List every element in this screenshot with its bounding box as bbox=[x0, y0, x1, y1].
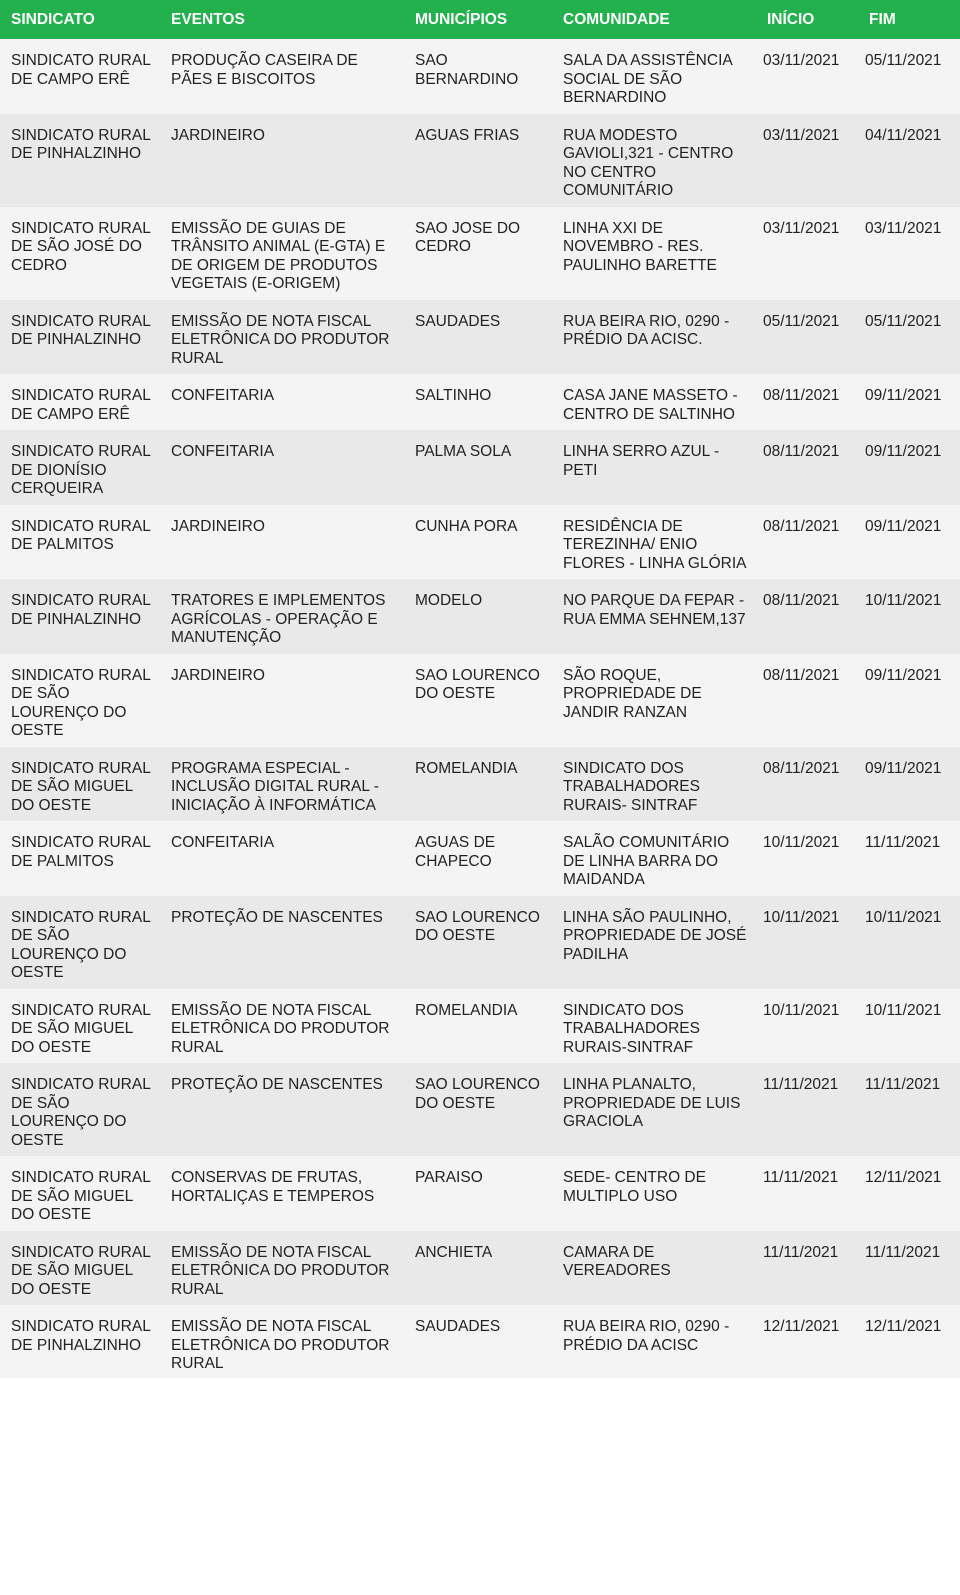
cell-municipio: SAO BERNARDINO bbox=[404, 39, 552, 114]
cell-evento: JARDINEIRO bbox=[160, 505, 404, 580]
cell-municipio: SAUDADES bbox=[404, 300, 552, 375]
cell-sindicato: SINDICATO RURAL DE SÃO JOSÉ DO CEDRO bbox=[0, 207, 160, 300]
cell-municipio: ROMELANDIA bbox=[404, 989, 552, 1064]
cell-evento: EMISSÃO DE NOTA FISCAL ELETRÔNICA DO PRODUTOR RURAL bbox=[160, 300, 404, 375]
cell-evento: PROTEÇÃO DE NASCENTES bbox=[160, 1063, 404, 1156]
cell-inicio: 11/11/2021 bbox=[756, 1231, 858, 1306]
cell-fim: 12/11/2021 bbox=[858, 1305, 960, 1378]
cell-evento: EMISSÃO DE GUIAS DE TRÂNSITO ANIMAL (E-GTA) E DE ORIGEM DE PRODUTOS VEGETAIS (E-ORIGEM) bbox=[160, 207, 404, 300]
cell-comunidade: CASA JANE MASSETO - CENTRO DE SALTINHO bbox=[552, 374, 756, 430]
header-inicio: INÍCIO bbox=[756, 0, 858, 39]
cell-comunidade: SEDE- CENTRO DE MULTIPLO USO bbox=[552, 1156, 756, 1231]
cell-evento: PROGRAMA ESPECIAL - INCLUSÃO DIGITAL RURAL - INICIAÇÃO À INFORMÁTICA bbox=[160, 747, 404, 822]
cell-sindicato: SINDICATO RURAL DE SÃO MIGUEL DO OESTE bbox=[0, 989, 160, 1064]
header-comunidade: COMUNIDADE bbox=[552, 0, 756, 39]
cell-comunidade: LINHA SERRO AZUL - PETI bbox=[552, 430, 756, 505]
cell-municipio: PARAISO bbox=[404, 1156, 552, 1231]
cell-municipio: SAUDADES bbox=[404, 1305, 552, 1378]
cell-comunidade: LINHA XXI DE NOVEMBRO - RES. PAULINHO BARETTE bbox=[552, 207, 756, 300]
cell-comunidade: SÃO ROQUE, PROPRIEDADE DE JANDIR RANZAN bbox=[552, 654, 756, 747]
cell-inicio: 12/11/2021 bbox=[756, 1305, 858, 1378]
cell-sindicato: SINDICATO RURAL DE PINHALZINHO bbox=[0, 300, 160, 375]
cell-evento: EMISSÃO DE NOTA FISCAL ELETRÔNICA DO PRODUTOR RURAL bbox=[160, 1231, 404, 1306]
cell-fim: 09/11/2021 bbox=[858, 747, 960, 822]
cell-sindicato: SINDICATO RURAL DE PALMITOS bbox=[0, 821, 160, 896]
cell-inicio: 03/11/2021 bbox=[756, 39, 858, 114]
cell-inicio: 10/11/2021 bbox=[756, 896, 858, 989]
cell-sindicato: SINDICATO RURAL DE PALMITOS bbox=[0, 505, 160, 580]
cell-municipio: SAO LOURENCO DO OESTE bbox=[404, 1063, 552, 1156]
cell-evento: PROTEÇÃO DE NASCENTES bbox=[160, 896, 404, 989]
cell-fim: 10/11/2021 bbox=[858, 896, 960, 989]
cell-comunidade: CAMARA DE VEREADORES bbox=[552, 1231, 756, 1306]
cell-evento: EMISSÃO DE NOTA FISCAL ELETRÔNICA DO PRODUTOR RURAL bbox=[160, 1305, 404, 1378]
cell-comunidade: LINHA SÃO PAULINHO, PROPRIEDADE DE JOSÉ PADILHA bbox=[552, 896, 756, 989]
cell-municipio: SAO LOURENCO DO OESTE bbox=[404, 896, 552, 989]
cell-fim: 11/11/2021 bbox=[858, 1063, 960, 1156]
cell-comunidade: LINHA PLANALTO, PROPRIEDADE DE LUIS GRACIOLA bbox=[552, 1063, 756, 1156]
cell-fim: 12/11/2021 bbox=[858, 1156, 960, 1231]
cell-inicio: 08/11/2021 bbox=[756, 654, 858, 747]
cell-municipio: AGUAS DE CHAPECO bbox=[404, 821, 552, 896]
cell-evento: JARDINEIRO bbox=[160, 114, 404, 207]
cell-sindicato: SINDICATO RURAL DE CAMPO ERÊ bbox=[0, 374, 160, 430]
cell-fim: 05/11/2021 bbox=[858, 300, 960, 375]
cell-sindicato: SINDICATO RURAL DE SÃO LOURENÇO DO OESTE bbox=[0, 1063, 160, 1156]
cell-fim: 11/11/2021 bbox=[858, 1231, 960, 1306]
cell-comunidade: SINDICATO DOS TRABALHADORES RURAIS-SINTRAF bbox=[552, 989, 756, 1064]
cell-fim: 03/11/2021 bbox=[858, 207, 960, 300]
cell-comunidade: RUA BEIRA RIO, 0290 - PRÉDIO DA ACISC. bbox=[552, 300, 756, 375]
cell-inicio: 08/11/2021 bbox=[756, 505, 858, 580]
cell-sindicato: SINDICATO RURAL DE PINHALZINHO bbox=[0, 114, 160, 207]
cell-fim: 11/11/2021 bbox=[858, 821, 960, 896]
header-sindicato: SINDICATO bbox=[0, 0, 160, 39]
cell-municipio: PALMA SOLA bbox=[404, 430, 552, 505]
cell-comunidade: NO PARQUE DA FEPAR - RUA EMMA SEHNEM,137 bbox=[552, 579, 756, 654]
cell-comunidade: RESIDÊNCIA DE TEREZINHA/ ENIO FLORES - LINHA GLÓRIA bbox=[552, 505, 756, 580]
cell-sindicato: SINDICATO RURAL DE SÃO MIGUEL DO OESTE bbox=[0, 1231, 160, 1306]
cell-sindicato: SINDICATO RURAL DE SÃO LOURENÇO DO OESTE bbox=[0, 896, 160, 989]
cell-sindicato: SINDICATO RURAL DE CAMPO ERÊ bbox=[0, 39, 160, 114]
cell-municipio: ANCHIETA bbox=[404, 1231, 552, 1306]
cell-inicio: 08/11/2021 bbox=[756, 579, 858, 654]
cell-comunidade: SINDICATO DOS TRABALHADORES RURAIS- SINTRAF bbox=[552, 747, 756, 822]
cell-sindicato: SINDICATO RURAL DE PINHALZINHO bbox=[0, 1305, 160, 1378]
cell-inicio: 10/11/2021 bbox=[756, 821, 858, 896]
cell-sindicato: SINDICATO RURAL DE SÃO MIGUEL DO OESTE bbox=[0, 1156, 160, 1231]
cell-evento: PRODUÇÃO CASEIRA DE PÃES E BISCOITOS bbox=[160, 39, 404, 114]
cell-comunidade: SALA DA ASSISTÊNCIA SOCIAL DE SÃO BERNARDINO bbox=[552, 39, 756, 114]
cell-sindicato: SINDICATO RURAL DE DIONÍSIO CERQUEIRA bbox=[0, 430, 160, 505]
cell-fim: 09/11/2021 bbox=[858, 374, 960, 430]
cell-municipio: MODELO bbox=[404, 579, 552, 654]
cell-fim: 10/11/2021 bbox=[858, 989, 960, 1064]
header-municipios: MUNICÍPIOS bbox=[404, 0, 552, 39]
cell-municipio: SALTINHO bbox=[404, 374, 552, 430]
cell-comunidade: SALÃO COMUNITÁRIO DE LINHA BARRA DO MAIDANDA bbox=[552, 821, 756, 896]
cell-inicio: 08/11/2021 bbox=[756, 430, 858, 505]
cell-inicio: 10/11/2021 bbox=[756, 989, 858, 1064]
cell-evento: CONSERVAS DE FRUTAS, HORTALIÇAS E TEMPEROS bbox=[160, 1156, 404, 1231]
cell-fim: 10/11/2021 bbox=[858, 579, 960, 654]
cell-fim: 09/11/2021 bbox=[858, 654, 960, 747]
cell-inicio: 03/11/2021 bbox=[756, 207, 858, 300]
cell-evento: CONFEITARIA bbox=[160, 374, 404, 430]
cell-municipio: AGUAS FRIAS bbox=[404, 114, 552, 207]
cell-inicio: 11/11/2021 bbox=[756, 1063, 858, 1156]
cell-inicio: 05/11/2021 bbox=[756, 300, 858, 375]
cell-fim: 09/11/2021 bbox=[858, 505, 960, 580]
cell-municipio: ROMELANDIA bbox=[404, 747, 552, 822]
cell-evento: CONFEITARIA bbox=[160, 430, 404, 505]
header-eventos: EVENTOS bbox=[160, 0, 404, 39]
cell-inicio: 08/11/2021 bbox=[756, 374, 858, 430]
cell-municipio: SAO JOSE DO CEDRO bbox=[404, 207, 552, 300]
header-fim: FIM bbox=[858, 0, 960, 39]
cell-municipio: SAO LOURENCO DO OESTE bbox=[404, 654, 552, 747]
cell-fim: 09/11/2021 bbox=[858, 430, 960, 505]
cell-fim: 05/11/2021 bbox=[858, 39, 960, 114]
cell-comunidade: RUA MODESTO GAVIOLI,321 - CENTRO NO CENTRO COMUNITÁRIO bbox=[552, 114, 756, 207]
cell-evento: TRATORES E IMPLEMENTOS AGRÍCOLAS - OPERAÇÃO E MANUTENÇÃO bbox=[160, 579, 404, 654]
cell-sindicato: SINDICATO RURAL DE PINHALZINHO bbox=[0, 579, 160, 654]
cell-inicio: 11/11/2021 bbox=[756, 1156, 858, 1231]
cell-evento: JARDINEIRO bbox=[160, 654, 404, 747]
cell-fim: 04/11/2021 bbox=[858, 114, 960, 207]
cell-comunidade: RUA BEIRA RIO, 0290 - PRÉDIO DA ACISC bbox=[552, 1305, 756, 1378]
cell-municipio: CUNHA PORA bbox=[404, 505, 552, 580]
cell-inicio: 08/11/2021 bbox=[756, 747, 858, 822]
cell-sindicato: SINDICATO RURAL DE SÃO LOURENÇO DO OESTE bbox=[0, 654, 160, 747]
cell-evento: CONFEITARIA bbox=[160, 821, 404, 896]
cell-sindicato: SINDICATO RURAL DE SÃO MIGUEL DO OESTE bbox=[0, 747, 160, 822]
cell-evento: EMISSÃO DE NOTA FISCAL ELETRÔNICA DO PRODUTOR RURAL bbox=[160, 989, 404, 1064]
cell-inicio: 03/11/2021 bbox=[756, 114, 858, 207]
